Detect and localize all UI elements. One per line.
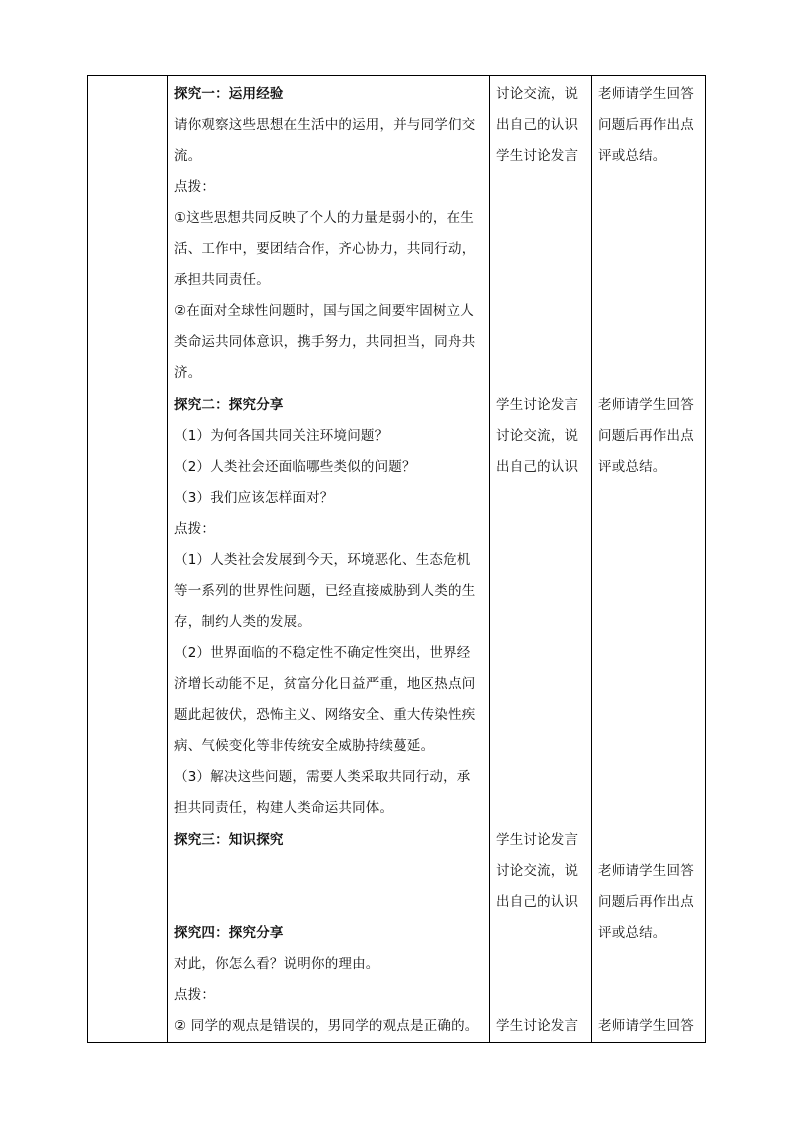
teacher-activity-line: 问题后再作出点 [598,894,694,910]
section-label-column [88,76,167,1042]
teacher-activity-line: 评或总结。 [598,459,667,475]
teacher-activity-column [592,76,706,1042]
section-title: 探究二：探究分享 [174,397,284,413]
paragraph-line: ② 同学的观点是错误的，男同学的观点是正确的。 [174,1018,479,1034]
paragraph-line: （1）人类社会发展到今天，环境恶化、生态危机 [174,552,471,568]
section-title: 探究一：运用经验 [174,86,284,102]
teacher-activity-line: 问题后再作出点 [598,117,694,133]
paragraph-line: 济增长动能不足，贫富分化日益严重，地区热点问 [174,676,476,692]
teaching-content-column [168,76,488,1042]
student-activity-line: 出自己的认识 [496,894,579,910]
section-title: 探究三：知识探究 [174,832,284,848]
student-activity-line: 讨论交流，说 [496,863,579,879]
paragraph-line: 济。 [174,365,202,381]
student-activity-line: 学生讨论发言 [496,397,579,413]
student-activity-line: 学生讨论发言 [496,1018,579,1034]
question-line: （3）我们应该怎样面对？ [174,490,334,506]
teacher-activity-line: 老师请学生回答 [598,86,694,102]
paragraph-line: 担共同责任，构建人类命运共同体。 [174,800,394,816]
hint-label: 点拨： [174,987,216,1003]
student-activity-line: 出自己的认识 [496,117,579,133]
paragraph-line: 流。 [174,148,202,164]
student-activity-line: 讨论交流，说 [496,86,579,102]
question-line: （1）为何各国共同关注环境问题？ [174,428,389,444]
paragraph-line: （3）解决这些问题，需要人类采取共同行动，承 [174,769,471,785]
paragraph-line: 请你观察这些思想在生活中的运用，并与同学们交 [174,117,476,133]
lesson-plan-table [87,75,706,1043]
hint-label: 点拨： [174,521,216,537]
student-activity-line: 学生讨论发言 [496,148,579,164]
paragraph-line: 承担共同责任。 [174,272,270,288]
teacher-activity-line: 老师请学生回答 [598,397,694,413]
section-title: 探究四：探究分享 [174,925,284,941]
teacher-activity-line: 评或总结。 [598,925,667,941]
student-activity-line: 学生讨论发言 [496,832,579,848]
paragraph-line: （2）世界面临的不稳定性不确定性突出，世界经 [174,645,471,661]
teacher-activity-line: 问题后再作出点 [598,428,694,444]
paragraph-line: 等一系列的世界性问题，已经直接威胁到人类的生 [174,583,476,599]
paragraph-line: 类命运共同体意识，携手努力，共同担当，同舟共 [174,334,476,350]
teacher-activity-line: 老师请学生回答 [598,1018,694,1034]
paragraph-line: 病、气候变化等非传统安全威胁持续蔓延。 [174,738,435,754]
paragraph-line: 题此起彼伏，恐怖主义、网络安全、重大传染性疾 [174,707,476,723]
teacher-activity-line: 评或总结。 [598,148,667,164]
question-line: （2）人类社会还面临哪些类似的问题？ [174,459,416,475]
paragraph-line: ①这些思想共同反映了个人的力量是弱小的，在生 [174,210,475,226]
student-activity-line: 讨论交流，说 [496,428,579,444]
teacher-activity-line: 老师请学生回答 [598,863,694,879]
paragraph-line: ②在面对全球性问题时，国与国之间要牢固树立人 [174,303,475,319]
student-activity-column [490,76,590,1042]
question-line: 对此，你怎么看？说明你的理由。 [174,956,380,972]
paragraph-line: 存，制约人类的发展。 [174,614,311,630]
hint-label: 点拨： [174,179,216,195]
student-activity-line: 出自己的认识 [496,459,579,475]
paragraph-line: 活、工作中，要团结合作，齐心协力，共同行动， [174,241,476,257]
